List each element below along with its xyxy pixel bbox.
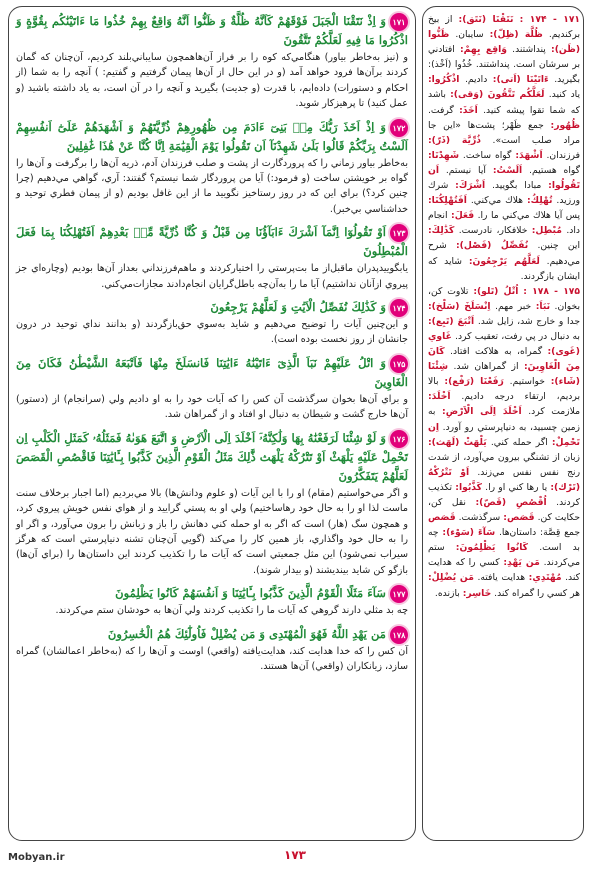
verse-block [16, 298, 408, 348]
verse-arabic [16, 298, 408, 317]
glossary-meaning: تلاوت كن، بخوان. [428, 285, 581, 312]
glossary-word: مَن يَهْدِ: [503, 557, 540, 569]
verse-number-badge: ۱۷۲ [390, 119, 408, 137]
glossary-word: قَصَص [428, 512, 456, 524]
glossary-meaning: گرفت. [428, 104, 454, 116]
glossary-word: ظَنُّوا (ظَن): [428, 29, 581, 56]
verse-arabic [16, 584, 408, 603]
verse-arabic-text: وَ لَوْ شِئْنَا لَرَفَعْنَٰهُ بِهَا وَلَٰكِنَّهُۥٓ اَخْلَدَ اِلَى الْاَرْضِ وَ اتَّبَعَ هَوَىٰهُ فَمَثَلُهُۥ كَمَثَلِ الْكَلْبِ اِن تَحْمِلْ عَلَيْهِ يَلْهَثْ اَوْ تَتْرُكْهُ يَلْهَث ذَّٰلِكَ مَثَلُ الْقَوْمِ الَّذِينَ كَذَّبُوا بِـَٔايَٰتِنَا فَاقْصُصِ الْقَصَصَ لَعَلَّهُمْ يَتَفَكَّرُونَ [16, 430, 408, 483]
verse-arabic-text: وَ كَذَٰلِكَ نُفَصِّلُ الْاَيَٰتِ وَ لَعَلَّهُمْ يَرْجِعُونَ [210, 300, 386, 315]
glossary-word: وَاقِع بِهِمْ: [460, 44, 507, 56]
glossary-meaning: خلافكار، نادرست. [458, 225, 528, 237]
verse-block [16, 118, 408, 218]
glossary-word: لَعَلَّهُم يَرْجِعُونَ: [468, 255, 540, 267]
glossary-word: كَانُوا يَظْلِمُونَ: [455, 542, 529, 554]
glossary-word: نُفَصِّلُ (فَصْل): [455, 240, 529, 252]
glossary-meaning: ملازمت كرد. [528, 406, 581, 418]
glossary-meaning: شرح مي‌دهيم. [428, 240, 580, 267]
verse-arabic [16, 223, 408, 261]
glossary-word: اَلَسْتُ: [492, 164, 523, 176]
glossary-meaning: گمراه، به هلاكت افتاد. [450, 346, 543, 358]
glossary-word: اِنْسَلَخَ (سَلْخ): [428, 300, 491, 312]
glossary-meaning: به دنبال در پي رفت، تعقيب كرد. [455, 330, 580, 342]
verse-number-badge: ۱۷۵ [390, 355, 408, 373]
glossary-meaning: چه بد است. [428, 527, 580, 554]
glossary-meaning: هدايت يافته. [477, 572, 526, 584]
glossary-meaning: بازنده. [434, 587, 460, 599]
glossary-meaning: اين چنين. [537, 240, 581, 252]
verse-block [16, 429, 408, 578]
glossary-word: مَن يُضْلِلْ: [428, 572, 474, 584]
verse-arabic-text: وَ اِذْ اَخَذَ رَبُّكَ مِنۢ بَنِىٓ ءَادَمَ مِن ظُهُورِهِمْ ذُرِّيَّتَهُمْ وَ اَشْهَدَهُمْ عَلَىٰٓ اَنفُسِهِمْ اَلَسْتُ بِرَبِّكُمْ قَالُوا بَلَىٰ شَهِدْنَآ اَن تَقُولُوا يَوْمَ الْقِيَٰمَةِ اِنَّا كُنَّا عَنْ هَٰذَا غَٰفِلِينَ [16, 119, 408, 153]
glossary-meaning: يا رها كني او را. [485, 481, 548, 493]
glossary-word: تُهْلِكُ: [526, 195, 553, 207]
glossary-word: خَاسِر: [462, 587, 492, 599]
glossary-meaning: جمع قِصَّة: داستان‌ها. [498, 527, 581, 539]
glossary-meaning: افتادني بر سرشان است. پنداشتند. خُذُوا (اَخْذ): بگيريد. [428, 44, 581, 86]
glossary-meaning: زبان از تشنگي بيرون مي‌آورد، از شدت رنج نفس نفس مي‌زند. [428, 451, 581, 478]
glossary-word: اذْكُرُوا: [428, 74, 460, 86]
glossary-meaning: اگر حمله كني. [490, 436, 548, 448]
glossary-word: اَفَتُهْلِكُنَا: [428, 195, 467, 207]
glossary-meaning: آيا نيستم. [445, 164, 486, 176]
verse-block [16, 223, 408, 292]
verse-arabic [16, 354, 408, 392]
glossary-meaning: شايد كه ايشان بازگردند. [428, 255, 580, 282]
glossary-range-header: ۱۷۱ - ۱۷۴ : [519, 14, 581, 25]
glossary-meaning: مبادا بگوييد. [491, 180, 542, 192]
glossary-meaning: پنداشتند. [512, 44, 546, 56]
glossary-meaning: ستم مي‌كردند. [428, 542, 581, 569]
verse-translation: آن كس را كه خدا هدايت كند، هدايت‌يافته (واقعي) اوست و آن‌ها را كه (به‌خاطر اعمالشان) گمراه سازد، زيانكاران (واقعي) آن‌ها هستند. [16, 645, 408, 672]
verse-translation: به‌خاطر بياور زماني را كه پروردگارت از پشت و صلب فرزندان آدم، ذريه آن‌ها را برگرفت و آن‌ها را گواه بر خويشتن ساخت (و فرمود:) آيا من پروردگار شما نيستم؟ گفتند: آري، گواهي مي‌دهيم (چرا چنين كرد؟) براي اين كه در روز رستاخيز نگوييد ما از اين غافل بوديم (و از پيمان فطري توحيد و خداشناسي بي‌خبر). [16, 157, 408, 215]
site-watermark[interactable]: Mobyan.ir [8, 852, 65, 863]
glossary-meaning: جمع ظَهْر؛ پشت‌ها «اين جا مراد صلب است». [428, 119, 580, 146]
glossary-word: ذُرِّيَّة (ذَرّ): [428, 134, 481, 146]
glossary-meaning: فرزندان. [546, 149, 581, 161]
glossary-word: اَوْ تَتْرُكْهُ (تَرْك): [428, 466, 581, 493]
glossary-meaning: كسي را كه هدايت كند. [428, 557, 580, 584]
page-number: ۱۷۳ [284, 848, 306, 862]
glossary-meaning: پس آيا هلاك مي‌كني ما را. [477, 210, 581, 222]
verse-block [16, 12, 408, 112]
verse-translation: و اين‌چنين آيات را توضيح مي‌دهيم و شايد به‌سوي حق‌بازگردند (و بدانند نداي توحيد در درون جانشان از روز نخست بوده است). [16, 319, 408, 346]
glossary-word: رَفَعْنَا (رَفْع): [444, 376, 504, 388]
glossary-meaning: از گمراهان شد. [453, 361, 519, 373]
verse-number-badge: ۱۷۶ [390, 430, 408, 448]
glossary-word: ظُلَّة (ظِلّ): [489, 29, 543, 41]
glossary-word: مُهْتَدِي: [528, 572, 562, 584]
glossary-word: نَتَقْنَا (نَتَق): [458, 14, 514, 25]
verse-number-badge: ۱۷۳ [390, 224, 408, 242]
verse-block [16, 625, 408, 675]
glossary-meaning: شرك ورزيد. [428, 180, 581, 207]
verse-number-badge: ۱۷۴ [390, 299, 408, 317]
verse-translation: و براي آن‌ها بخوان سرگذشت آن كس را كه آيات خود را به او داديم ولي (سرانجام) از (دستور) آن‌ها خارج گشت و شيطان به دنبال او افتاد و از گمراهان شد. [16, 393, 408, 421]
verse-arabic [16, 625, 408, 644]
verse-arabic-text: وَ اتْلُ عَلَيْهِمْ نَبَاَ الَّذِىٓ ءَاتَيْنَٰهُ ءَايَٰتِنَا فَانسَلَخَ مِنْهَا فَاَتْبَعَهُ الشَّيْطَٰنُ فَكَانَ مِنَ الْغَاوِينَ [16, 355, 408, 389]
verse-translation: يابگوييدپدران ماقبل‌از ما بت‌پرستي را اختيار‌كردند و ما‌هم‌فرزنداني بعد‌از آن‌ها بوديم (وچاره‌اي جز پيروي از‌آنان نداشتيم) آيا ما را به‌آن‌چه باطل‌گرايان انجام‌دادند مجازات‌مي‌كني. [16, 263, 408, 290]
glossary-word: لَعَلَّكُم تَتَّقُونَ (وَقى): [450, 89, 545, 101]
verse-arabic [16, 429, 408, 486]
glossary-word: يَلْهَثْ (لَهَث): [428, 436, 487, 448]
verse-arabic-text: اَوْ تَقُولُوٓا اِنَّمَآ اَشْرَكَ ءَابَآؤُنَا مِن قَبْلُ وَ كُنَّا ذُرِّيَّةً مِّنۢ بَعْدِهِمْ اَفَتُهْلِكُنَا بِمَا فَعَلَ الْمُبْطِلُونَ [16, 225, 408, 259]
verse-block [16, 354, 408, 423]
glossary-meaning: نقل كن، حكايت كن. [428, 497, 581, 524]
glossary-list [428, 12, 580, 601]
glossary-meaning: انجام داد. [428, 210, 580, 237]
glossary-meaning: گواه هستيم. [529, 164, 581, 176]
glossary-meaning: هلاك مي‌كني. [470, 195, 524, 207]
glossary-word: ءَاتَيْنَا (اَتى): [492, 74, 549, 86]
verse-arabic-text: سَآءَ مَثَلًا الْقَوْمُ الَّذِينَ كَذَّبُوا بِـَٔايَٰتِنَا وَ اَنفُسَهُمْ كَانُوا يَظْلِمُونَ [115, 586, 386, 601]
glossary-word: اَخْلَدَ: [428, 391, 451, 403]
verse-number-badge: ۱۷۱ [390, 13, 408, 31]
glossary-word: شَهِدْنَا: [428, 149, 459, 161]
glossary-word: اِن تَحْمِلْ: [428, 421, 580, 448]
glossary-word: سَآءَ (سَوْء): [442, 527, 496, 539]
glossary-word: غَاوي (غَوى): [428, 330, 580, 358]
verse-arabic [16, 12, 408, 50]
verse-number-badge: ۱۷۸ [390, 626, 408, 644]
glossary-word: شِئْنَا (شَاء): [428, 361, 581, 388]
glossary-word: اَشْهَدَ: [515, 149, 543, 161]
glossary-word: اَخَذَ: [459, 104, 478, 116]
glossary-word: قَصَص: [503, 512, 535, 524]
glossary-word: اُقْصُصِ (قَصّ): [475, 497, 547, 508]
glossary-word: كَذَّبُوا: [455, 481, 482, 493]
glossary-meaning: گواه ساخت. [462, 149, 512, 161]
glossary-word: اَن تَقُولُوا: [428, 164, 581, 192]
verse-translation: و (نيز به‌خاطر بياور) هنگامي‌كه كوه را بر فراز آن‌ها‌همچون سايباني‌بلند كرديم، آن‌چنان كه گمان كردند برآن‌ها فرود خواهد آمد (و در اين حال از آن‌ها پيمان گرفتيم و گفتيم: ) آنچه را به شما (از احكام و دستورات) داده‌ايم، با قدرت (و جديت) بگيريد و آنچه را در آن است، به ياد داشته باشيد (و عمل كنيد) تا پرهيزكار شويد. [16, 52, 408, 110]
glossary-meaning: از بيخ بركنديم. [428, 14, 580, 41]
glossary-word: كَذَٰلِكَ: [428, 225, 455, 237]
glossary-meaning: ياد كنيد. [548, 89, 581, 101]
glossary-word: اُتْلُ (تَلو): [473, 285, 519, 297]
glossary-meaning: بالا برديم، ارتقاء درجه داديم. [428, 376, 581, 403]
glossary-meaning: سايبان. [455, 29, 484, 41]
glossary-meaning: باشد كه شما تقوا پيشه كنيد. [428, 89, 581, 116]
glossary-word: مُبْطِل: [531, 225, 562, 237]
verse-number-badge: ۱۷۷ [390, 585, 408, 603]
verse-arabic [16, 118, 408, 156]
verse-translation: چه بد مثلي دارند گروهي كه آيات ما را تكذيب كردند ولي آن‌ها به خودشان ستم مي‌كردند. [55, 605, 408, 617]
glossary-word: فَعَلَ: [451, 210, 475, 222]
glossary-meaning: به زمين چسبيد، به دنياپرستي رو آورد. [428, 406, 580, 433]
verses-list [16, 12, 408, 680]
glossary-range-header: ۱۷۵ - ۱۷۸ : [523, 285, 581, 297]
verse-arabic-text: وَ اِذْ نَتَقْنَا الْجَبَلَ فَوْقَهُمْ كَاَنَّهُ ظُلَّةٌ وَ ظَنُّوا اَنَّهُ وَاقِعٌ بِهِمْ خُذُوا مَا ءَاتَيْنَٰكُم بِقُوَّةٍ وَ اذْكُرُوا مَا فِيهِ لَعَلَّكُمْ تَتَّقُونَ [16, 14, 408, 47]
glossary-word: اَتْبَعَ (تَبِع): [428, 315, 475, 327]
glossary-word: ظُهُور: [550, 119, 580, 131]
verse-arabic-text: مَن يَهْدِ اللَّهُ فَهُوَ الْمُهْتَدِى وَ مَن يُضْلِلْ فَاُولَٰٓئِكَ هُمُ الْخَٰسِرُونَ [107, 626, 386, 641]
glossary-meaning: تكذيب كردند. [428, 481, 580, 508]
glossary-meaning: خواستيم. [509, 376, 545, 388]
glossary-meaning: داديم. [464, 74, 488, 86]
glossary-meaning: خبر مهم. [495, 300, 532, 312]
glossary-word: كَانَ مِنَ الْغَاوِينَ: [428, 346, 581, 373]
glossary-word: اَشْرَكَ: [455, 180, 486, 192]
verse-block [16, 584, 408, 618]
glossary-meaning: هر كسي را گمراه كند. [494, 587, 580, 599]
glossary-meaning: سرگذشت. [458, 512, 501, 524]
glossary-word: اَخْلَدَ اِلَى الْاَرْضِ: [442, 406, 522, 418]
glossary-word: نَبَاَ: [535, 300, 551, 312]
glossary-meaning: جدا و خارج شد، زايل شد. [477, 315, 581, 327]
verse-translation: و اگر مي‌خواستيم (مقام) او را با اين آيات (و علوم ودانش‌ها) بالا مي‌برديم (اما اجبار برخلاف سنت ماست لذا او را به حال خود رهاساختيم) ولي او به پستي گراييد و از هواي نفس خويش پيروي كرد، و همچون سگ (هار) است كه اگر به او حمله كني دهانش را باز و زبانش را برون مي‌آورد، و اگر او را به حال خود واگذاري، باز همين كار را مي‌كند (گويي آن‌چنان تشنه دنياپرستي است كه هرگز سيراب نمي‌شود) اين مثل جمعيتي است كه آيات ما را تكذيب كردند اين داستان‌ها را (براي آن‌ها) بازگو كن شايد بينديشند (و بيدار شوند). [16, 487, 408, 576]
